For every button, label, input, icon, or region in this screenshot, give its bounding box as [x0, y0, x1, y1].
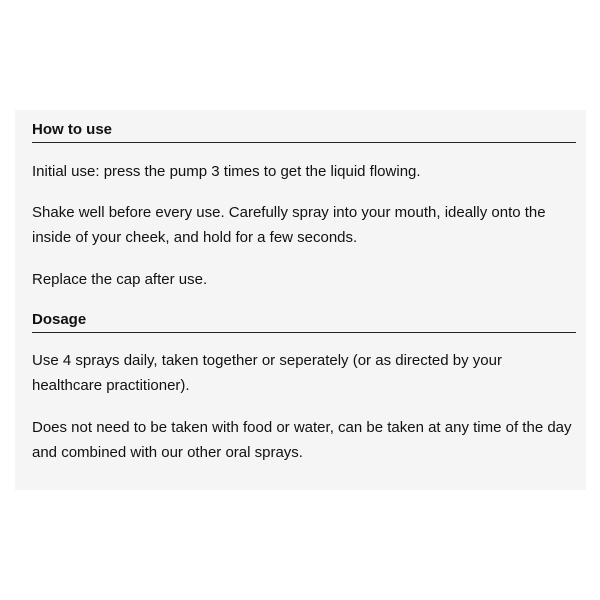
- how-to-use-paragraph-shake: Shake well before every use. Carefully spray into your mouth, ideally onto the inside of your cheek, and hold for a few seconds.: [32, 204, 546, 246]
- dosage-section: [32, 310, 576, 333]
- dosage-paragraph-daily-sprays: Use 4 sprays daily, taken together or seperately (or as directed by your healthcare practitioner).: [32, 352, 502, 394]
- dosage-heading: Dosage: [32, 310, 576, 333]
- how-to-use-section: [32, 120, 576, 143]
- dosage-paragraph-food-water: Does not need to be taken with food or water, can be taken at any time of the day and combined with our other oral sprays.: [32, 419, 572, 461]
- how-to-use-paragraph-initial-use: Initial use: press the pump 3 times to get the liquid flowing.: [32, 163, 421, 180]
- product-info-panel: [15, 110, 586, 490]
- how-to-use-paragraph-replace-cap: Replace the cap after use.: [32, 271, 208, 288]
- how-to-use-heading: How to use: [32, 120, 576, 143]
